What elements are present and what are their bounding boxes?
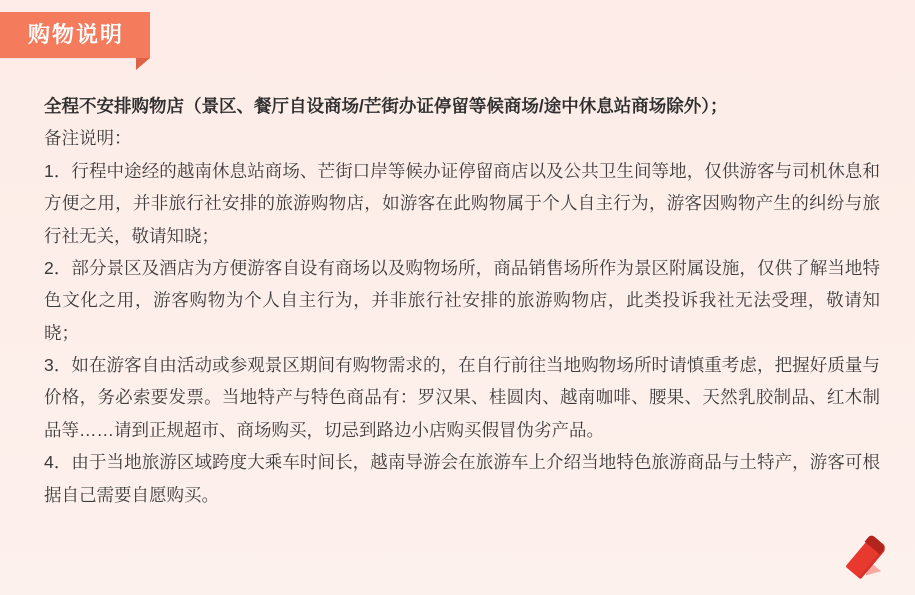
notice-item: 1．行程中途经的越南休息站商场、芒街口岸等候办证停留商店以及公共卫生间等地，仅供游客与司机休息和方便之用，并非旅行社安排的旅游购物店，如游客在此购物属于个人自主行为，游客因购物产生的纠纷与旅行社无关，敬请知晓；: [44, 160, 880, 246]
notice-item: 4．由于当地旅游区域跨度大乘车时间长，越南导游会在旅游车上介绍当地特色旅游商品与土特产，游客可根据自己需要自愿购买。: [44, 452, 880, 505]
notice-content: [44, 90, 880, 511]
red-marker-pen-icon: [835, 531, 889, 585]
notice-remark-label: 备注说明：: [44, 128, 132, 149]
notice-item: 2．部分景区及酒店为方便游客自设有商场以及购物场所，商品销售场所作为景区附属设施，仅供了解当地特色文化之用，游客购物为个人自主行为，并非旅行社安排的旅游购物店，此类投诉我社无法受理，敬请知晓；: [44, 257, 880, 343]
section-header-ribbon: [0, 12, 150, 58]
ribbon-tail: [136, 58, 150, 70]
page-title: 购物说明: [28, 22, 125, 47]
notice-item: 3．如在游客自由活动或参观景区期间有购物需求的，在自行前往当地购物场所时请慎重考虑，把握好质量与价格，务必索要发票。当地特产与特色商品有：罗汉果、桂圆肉、越南咖啡、腰果、天然乳胶制品、红木制品等……请到正规超市、商场购买，切忌到路边小店购买假冒伪劣产品。: [44, 355, 880, 440]
notice-lead: 全程不安排购物店（景区、餐厅自设商场/芒街办证停留等候商场/途中休息站商场除外）；: [44, 96, 728, 116]
